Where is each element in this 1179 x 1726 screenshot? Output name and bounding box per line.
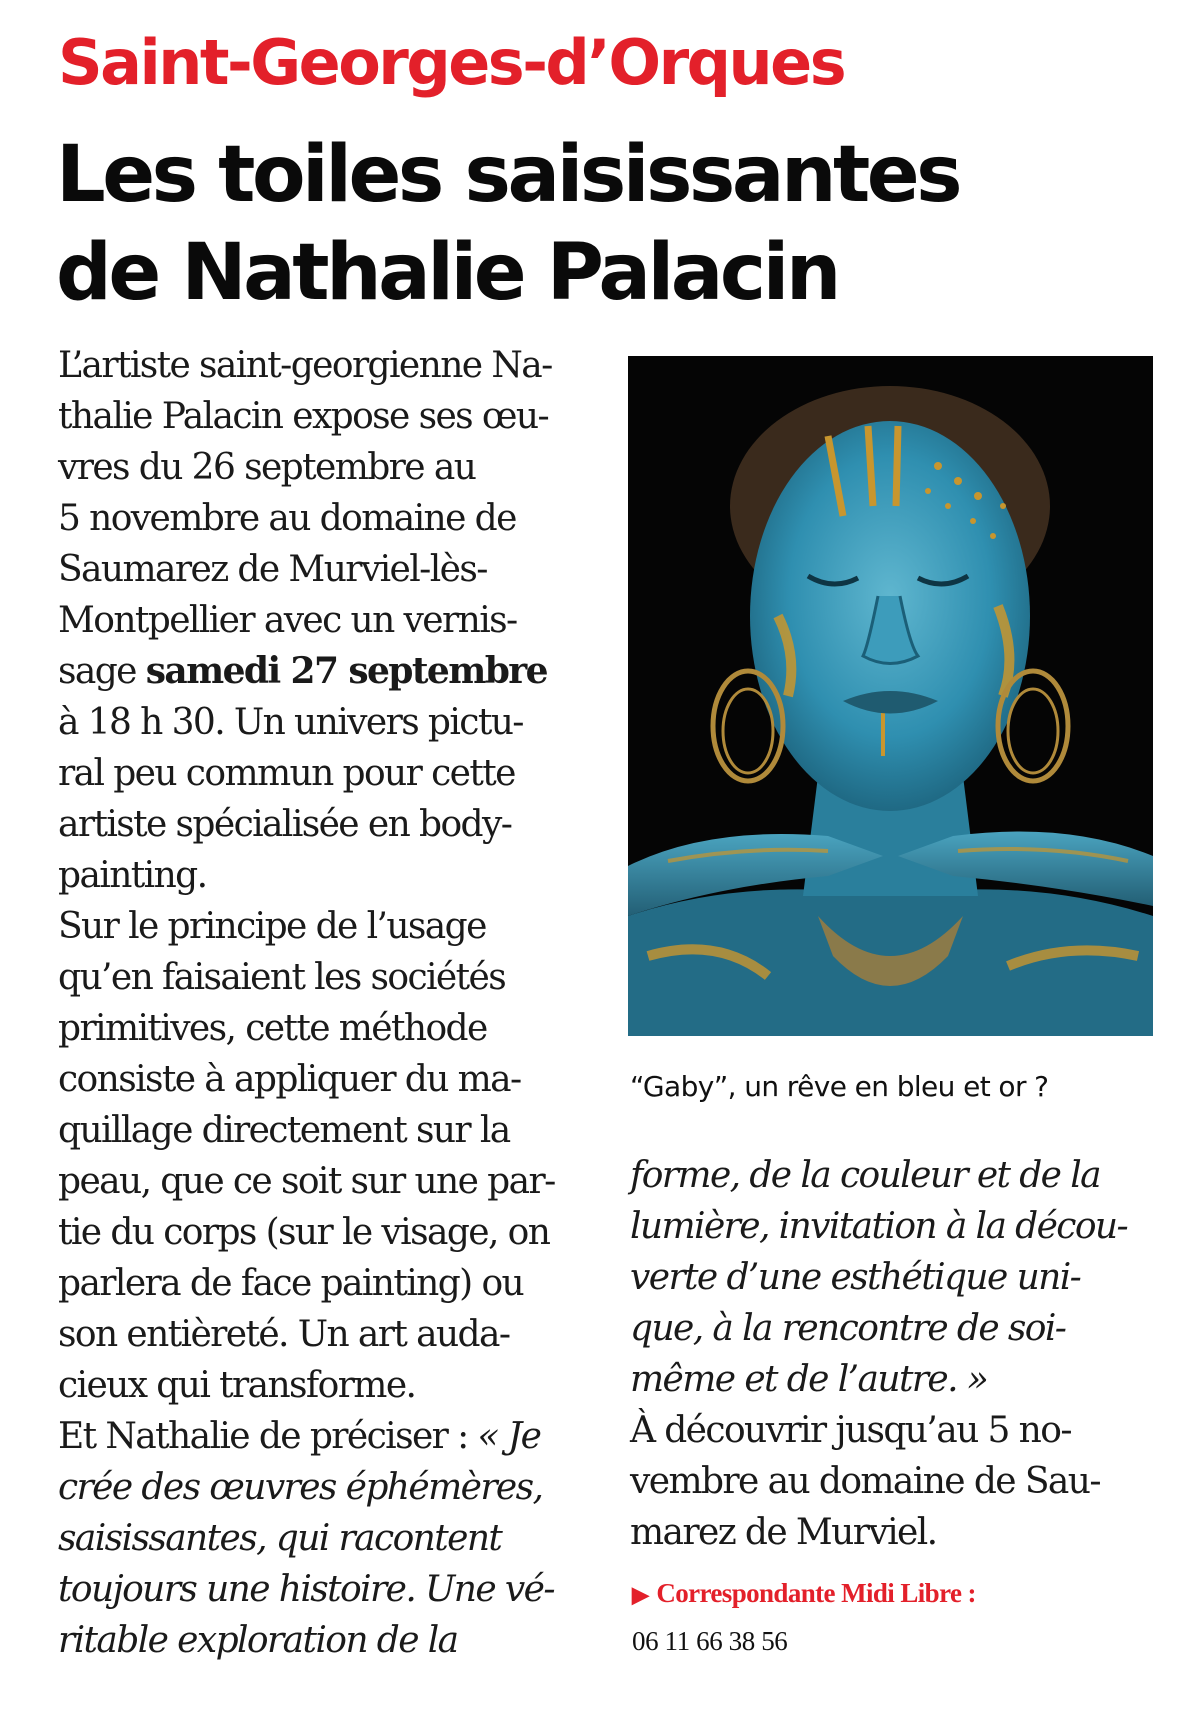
correspondent-phone: 06 11 66 38 56 [632, 1626, 788, 1656]
quote-line: même et de l’autre. » [630, 1359, 988, 1400]
quote-line: toujours une histoire. Une vé- [58, 1569, 554, 1610]
article-headline [56, 126, 1156, 322]
vernissage-date: samedi 27 septembre [145, 650, 547, 692]
body-line: À découvrir jusqu’au 5 no- [630, 1410, 1071, 1451]
quote-line: forme, de la couleur et de la [630, 1155, 1101, 1196]
article-body-left-column [58, 340, 578, 1666]
photo-caption: “Gaby”, un rêve en bleu et or ? [630, 1070, 1049, 1103]
body-line: artiste spécialisée en body- [58, 804, 512, 845]
quote-line: ritable exploration de la [58, 1620, 458, 1661]
quote-line: lumière, invitation à la décou- [630, 1206, 1128, 1247]
body-line: vembre au domaine de Sau- [630, 1461, 1100, 1502]
headline-line-2: de Nathalie Palacin [56, 228, 838, 318]
body-line: quillage directement sur la [58, 1110, 510, 1151]
triangle-right-icon: ▶ [632, 1582, 649, 1607]
article-photo [628, 356, 1153, 1036]
body-line: tie du corps (sur le visage, on [58, 1212, 550, 1253]
body-line: Sur le principe de l’usage [58, 906, 486, 947]
body-line: Saumarez de Murviel-lès- [58, 549, 487, 590]
byline-text: Correspondante Midi Libre : [656, 1578, 976, 1608]
body-line: consiste à appliquer du ma- [58, 1059, 521, 1100]
body-painted-portrait-illustration [628, 356, 1153, 1036]
article-kicker: Saint-Georges-d’Orques [58, 26, 845, 99]
body-line: ral peu commun pour cette [58, 753, 515, 794]
body-line: son entièreté. Un art auda- [58, 1314, 510, 1355]
body-line: primitives, cette méthode [58, 1008, 487, 1049]
body-line: à 18 h 30. Un univers pictu- [58, 702, 523, 743]
article-body-right-column [630, 1150, 1150, 1558]
quote-text: « Je [477, 1416, 541, 1457]
body-line: marez de Murviel. [630, 1512, 937, 1553]
quote-line: crée des œuvres éphémères, [58, 1467, 543, 1508]
correspondent-byline [632, 1578, 976, 1609]
body-text: sage [58, 651, 146, 692]
quote-line: saisissantes, qui racontent [58, 1518, 502, 1559]
quote-line: verte d’une esthétique uni- [630, 1257, 1081, 1298]
body-text: Et Nathalie de préciser : [58, 1416, 478, 1457]
headline-line-1: Les toiles saisissantes [56, 130, 960, 220]
body-line: painting. [58, 855, 207, 896]
body-line: cieux qui transforme. [58, 1365, 416, 1406]
body-line: parlera de face painting) ou [58, 1263, 524, 1304]
body-line: L’artiste saint-georgienne Na- [58, 345, 552, 386]
body-line: qu’en faisaient les sociétés [58, 957, 506, 998]
body-line [58, 646, 578, 697]
body-line: vres du 26 septembre au [58, 447, 476, 488]
body-line: thalie Palacin expose ses œu- [58, 396, 549, 437]
body-line: 5 novembre au domaine de [58, 498, 516, 539]
body-line: Montpellier avec un vernis- [58, 600, 517, 641]
quote-line: que, à la rencontre de soi- [630, 1308, 1066, 1349]
body-line [58, 1411, 578, 1462]
body-line: peau, que ce soit sur une par- [58, 1161, 555, 1202]
